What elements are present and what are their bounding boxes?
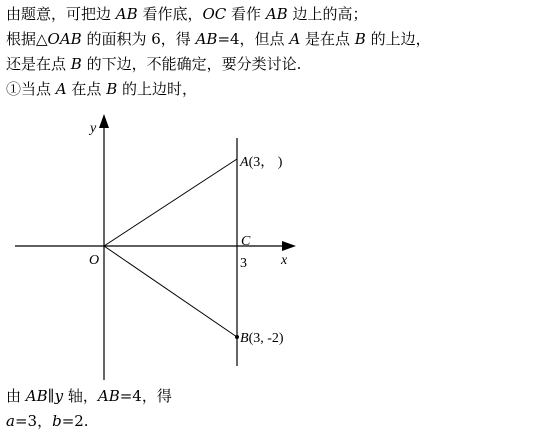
line1-oc: OC <box>202 5 227 23</box>
y-axis-arrow <box>99 114 109 128</box>
line1-part2: 看作底， <box>142 5 203 23</box>
line6-part1: =3， <box>14 412 53 430</box>
point-b-dot <box>235 335 239 339</box>
text-line-6 <box>6 411 89 431</box>
line4-a: A <box>55 80 67 98</box>
line2-part3: =4，但点 <box>217 30 285 48</box>
line2-oab: OAB <box>47 30 82 48</box>
line2-part4: 是在点 <box>304 30 350 48</box>
text-line-3 <box>6 54 301 74</box>
line5-parallel: ∥ <box>47 387 55 405</box>
text-line-5 <box>6 386 172 406</box>
point-b-label <box>240 331 284 346</box>
line1-part4: 边上的高； <box>292 5 368 23</box>
line2-part2: 的面积为 6，得 <box>86 30 191 48</box>
line6-part2: =2. <box>61 412 89 430</box>
point-a-label <box>239 155 283 170</box>
line5-ab-2: AB <box>97 387 120 405</box>
line5-part3: 轴， <box>67 387 98 405</box>
segment-ob <box>104 246 237 337</box>
line4-part1: ①当点 <box>6 80 52 98</box>
line1-part3: 看作 <box>231 5 262 23</box>
point-a-letter: A <box>240 155 249 170</box>
point-b-letter: B <box>240 331 249 346</box>
line2-part1: 根据△ <box>6 30 48 48</box>
line5-ab-1: AB <box>25 387 48 405</box>
line5-part1: 由 <box>6 387 22 405</box>
line2-ab: AB <box>195 30 218 48</box>
line2-b: B <box>354 30 366 48</box>
line3-part1: 还是在点 <box>6 55 67 73</box>
line2-part5: 的上边， <box>370 30 431 48</box>
point-c-label: C <box>241 234 251 249</box>
text-line-2 <box>6 29 431 49</box>
segment-oa <box>104 159 237 246</box>
origin-label: O <box>89 253 100 268</box>
x-axis-label: x <box>281 253 288 268</box>
line5-y: y <box>54 387 64 405</box>
point-a-coords: (3， ) <box>248 155 283 170</box>
line1-ab-1: AB <box>115 5 138 23</box>
y-axis-label: y <box>90 121 97 136</box>
point-b-coords: (3, -2) <box>248 331 284 346</box>
line5-part4: =4，得 <box>119 387 172 405</box>
line2-a: A <box>289 30 301 48</box>
line4-part2: 在点 <box>71 80 102 98</box>
text-line-1 <box>6 4 367 24</box>
line1-part1: 由题意，可把边 <box>6 5 112 23</box>
line4-part3: 的上边时， <box>122 80 198 98</box>
x-axis-arrow <box>282 241 296 251</box>
line6-a: a <box>6 412 15 430</box>
text-line-4 <box>6 79 197 99</box>
line1-ab-2: AB <box>265 5 288 23</box>
tick-label-3: 3 <box>240 256 247 271</box>
line4-b: B <box>106 80 118 98</box>
line3-part2: 的下边，不能确定，要分类讨论. <box>86 55 302 73</box>
line6-b: b <box>52 412 62 430</box>
line3-b: B <box>70 55 82 73</box>
